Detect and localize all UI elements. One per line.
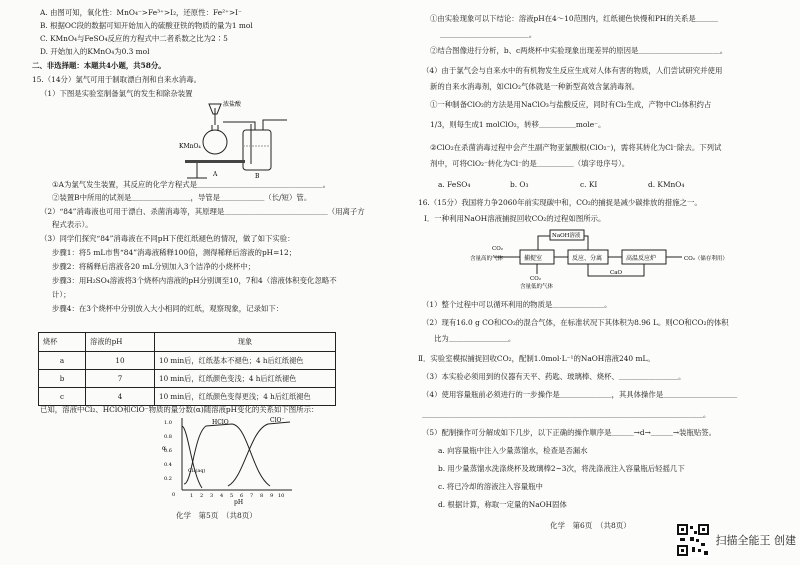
box-furnace-label: 高温反应炉 <box>626 255 657 262</box>
co2-low-label: CO₂ <box>530 276 541 282</box>
table-row <box>39 352 336 370</box>
table-cell: b <box>39 370 86 388</box>
table-row <box>39 388 336 406</box>
graph-xtick: 8 <box>260 493 264 499</box>
graph-ytick: 1.0 <box>164 420 172 426</box>
scanner-watermark <box>676 523 797 557</box>
question-15-1b: ②装置B中所用的试剂是＿＿＿＿＿＿＿＿，导管是＿＿＿＿＿＿（长/短）管。 <box>52 193 312 202</box>
graph-ytick: 0.8 <box>164 434 172 440</box>
option-b: B. 根据OC段的数据可知开始加入的硫酸亚铁的物质的量为1 mol <box>40 21 253 30</box>
table-header: 烧杯 <box>39 333 86 352</box>
graph-ylabel: α <box>162 445 167 452</box>
table-cell: 10 min后，红纸颜色变得更浅；4 h后红纸褪色 <box>155 388 336 406</box>
graph-xtick: 1 <box>190 493 194 499</box>
right-page <box>400 0 800 565</box>
table-cell: a <box>39 352 86 370</box>
label-kmno4: KMnO₄ <box>179 143 201 150</box>
question-16-4-cont: ＿＿＿＿＿＿＿＿＿＿＿＿＿＿＿＿＿＿＿＿＿＿＿＿＿＿＿＿＿＿＿＿＿＿＿＿＿＿。 <box>422 410 711 419</box>
question-15-4b-cont: 剂中，可将ClO₂⁻转化为Cl⁻的是＿＿＿＿＿（填字母序号）。 <box>430 159 630 168</box>
scanner-label: 扫描全能王 创建 <box>715 534 796 547</box>
question-15-4b: ②ClO₂在杀菌消毒过程中会产生副产物亚氯酸根(ClO₂⁻)，需将其转化为Cl⁻除去。下列试 <box>430 143 722 152</box>
choice-c: c. KI <box>580 180 598 189</box>
question-15: 15.（14分）氯气可用于制取漂白剂和自来水消毒。 <box>32 75 201 84</box>
graph-xlabel: pH <box>234 499 244 506</box>
cl2-curve <box>182 426 202 488</box>
curve-label-cl2: Cl₂(aq) <box>188 468 206 474</box>
graph-ytick: 0.6 <box>164 448 172 454</box>
graph-xtick: 3 <box>210 493 214 499</box>
question-16-part-i: Ⅰ．一种利用NaOH溶液捕捉回收CO₂的过程如图所示。 <box>424 214 606 223</box>
question-15-2: （2）“84”消毒液也可用于漂白、杀菌消毒等，其原理是＿＿＿＿＿＿＿＿＿＿＿＿＿＿（用离子方 <box>40 207 365 216</box>
option-d: D. 开始加入的KMnO₄为0.3 mol <box>40 47 150 56</box>
co2-out-label: CO₂（储存利用） <box>684 256 728 262</box>
graph-xtick: 5 <box>230 493 234 499</box>
curve-label-clo: ClO⁻ <box>270 417 285 424</box>
qr-code-icon <box>676 523 710 557</box>
procedure-step-a: a. 向容量瓶中注入少量蒸馏水，检查是否漏水 <box>438 446 588 455</box>
answer-line-2: ②结合图像进行分析，b、c两烧杯中实验现象出现差异的原因是＿＿＿＿＿＿＿＿＿＿＿。 <box>430 46 728 55</box>
table-header: 溶液的pH <box>86 333 155 352</box>
cao-label: CaO <box>610 270 622 276</box>
step-3: 步骤3：用H₂SO₄溶液将3个烧杯内溶液的pH分别调至10，7和4（溶液体积变化忽略不 <box>52 276 337 285</box>
curve-label-hclo: HClO <box>212 419 229 426</box>
question-16-5: （5）配制操作可分解成如下几步，以下正确的操作顺序是＿＿＿→d→＿＿＿→装瓶贴签。 <box>422 428 717 437</box>
table-cell: c <box>39 388 86 406</box>
question-16-2: （2）现有16.0 g CO和CO₂的混合气体，在标准状况下其体积为8.96 L。则CO和CO₂的体积 <box>422 318 729 327</box>
option-a: A. 由图可知，氧化性：MnO₄⁻>Fe³⁺>I₂，还原性：Fe²⁺>I⁻ <box>40 8 242 17</box>
table-cell: 10 min后，红纸基本不褪色；4 h后红纸褪色 <box>155 352 336 370</box>
clo-curve <box>228 422 290 486</box>
choice-b: b. O₃ <box>510 180 529 189</box>
question-15-2-cont: 程式表示）。 <box>52 220 93 229</box>
question-15-3: （3）同学们探究“84”消毒液在不同pH下使红纸褪色的情况，做了如下实验： <box>40 234 295 243</box>
question-16-1: （1）整个过程中可以循环利用的物质是＿＿＿＿＿＿＿。 <box>422 300 612 309</box>
graph-xtick: 9 <box>270 493 274 499</box>
box-capture-label: 捕捉室 <box>524 255 543 262</box>
label-a: A <box>213 171 218 178</box>
choice-d: d. KMnO₄ <box>648 180 685 189</box>
table-row <box>39 370 336 388</box>
table-header: 现象 <box>155 333 336 352</box>
procedure-step-d: d. 根据计算，称取一定量的NaOH固体 <box>438 500 567 509</box>
graph-xtick: 7 <box>250 493 254 499</box>
gas-in-label: 含量高的气体 <box>470 256 504 262</box>
label-b: B <box>255 173 260 180</box>
graph-xtick: 2 <box>200 493 204 499</box>
answer-line-1-cont: ＿＿＿＿＿＿＿＿＿＿＿＿。 <box>440 30 537 39</box>
step-2: 步骤2：将稀释后溶液各20 mL分别加入3个洁净的小烧杯中； <box>52 262 256 271</box>
question-15-1a: ①A为氯气发生装置，其反应的化学方程式是＿＿＿＿＿＿＿＿＿＿＿＿＿＿＿＿＿。 <box>52 180 331 189</box>
graph-xtick: 10 <box>278 493 285 499</box>
gas-out-label: 含量低的气体 <box>520 284 554 290</box>
co2-in-label: CO₂ <box>492 246 503 252</box>
step-1: 步骤1：将5 mL市售“84”消毒液稀释100倍，测得稀释后溶液的pH=12； <box>52 248 297 257</box>
step-4: 步骤4：在3个烧杯中分别放入大小相同的红纸，观察现象，记录如下： <box>52 304 284 313</box>
question-16-2-cont: 比为＿＿＿＿＿＿＿＿。 <box>434 334 516 343</box>
question-16-part-ii: Ⅱ．实验室模拟捕捉回收CO₂，配制1.0mol·L⁻¹的NaOH溶液240 mL。 <box>418 354 655 363</box>
table-cell: 10 min后，红纸颜色变浅；4 h后红纸褪色 <box>155 370 336 388</box>
section-heading: 二、非选择题：本题共4小题，共58分。 <box>32 61 166 70</box>
procedure-step-c: c. 将已冷却的溶液注入容量瓶中 <box>438 482 543 491</box>
known-condition: 已知，溶液中Cl₂、HClO和ClO⁻物质的量分数(α)随溶液pH变化的关系如下图所示： <box>40 405 319 414</box>
choice-a: a. FeSO₄ <box>438 180 471 189</box>
option-c: C. KMnO₄与FeSO₄反应的方程式中二者系数之比为2∶5 <box>40 34 228 43</box>
question-15-4a-cont: 1/3，则每生成1 molClO₂，转移＿＿＿＿＿mole⁻。 <box>430 120 606 129</box>
graph-xtick: 4 <box>220 493 224 499</box>
graph-ytick: 0.4 <box>164 462 172 468</box>
table-header-row <box>39 333 336 352</box>
question-15-4-cont: 新的自来水消毒剂，如ClO₂气体就是一种新型高效含氯消毒剂。 <box>430 82 640 91</box>
table-cell: 7 <box>86 370 155 388</box>
capture-flow-diagram <box>470 226 728 290</box>
step-3-cont: 计）； <box>52 290 71 299</box>
question-16-3: （3）本实验必须用到的仪器有天平、药匙、玻璃棒、烧杯、＿＿＿＿＿＿＿＿。 <box>422 372 686 381</box>
table-cell: 4 <box>86 388 155 406</box>
procedure-step-b: b. 用少量蒸馏水洗涤烧杯及玻璃棒2~3次，将洗涤液注入容量瓶后轻摇几下 <box>438 464 685 473</box>
speciation-graph <box>158 414 298 506</box>
apparatus-diagram <box>175 100 315 180</box>
question-15-4: （4）由于氯气会与自来水中的有机物发生反应生成对人体有害的物质，人们尝试研究并使用 <box>422 66 723 75</box>
page-footer: 化学 第5页 （共8页） <box>176 511 257 520</box>
results-table <box>38 332 336 406</box>
box-react-label: 反应、分离 <box>572 255 603 262</box>
naoh-label: NaOH溶液 <box>552 233 581 239</box>
question-16: 16.（15分）我国将力争2060年前实现碳中和，CO₂的捕捉是减少碳排放的措施之一。 <box>418 198 702 207</box>
page-footer: 化学 第6页 （共8页） <box>550 521 631 530</box>
question-15-1: （1）下图是实验室制备氯气的发生和除杂装置 <box>40 89 193 98</box>
question-16-4: （4）使用容量瓶前必须进行的一步操作是＿＿＿＿＿＿＿，其具体操作是＿＿＿＿＿＿＿＿＿＿ <box>422 390 738 399</box>
answer-line-1: ①由实验现象可以下结论：溶液pH在4～10范围内，红纸褪色快慢和PH的关系是＿＿＿ <box>430 14 718 23</box>
graph-xtick: 6 <box>240 493 244 499</box>
graph-ytick: 0 <box>172 492 176 498</box>
graph-ytick: 0.2 <box>164 476 172 482</box>
label-conc-hcl: 浓盐酸 <box>223 101 242 108</box>
table-cell: 10 <box>86 352 155 370</box>
question-15-4a: ①一种制备ClO₂的方法是用NaClO₃与盐酸反应，同时有Cl₂生成，产物中Cl₂体积约占 <box>430 100 712 109</box>
